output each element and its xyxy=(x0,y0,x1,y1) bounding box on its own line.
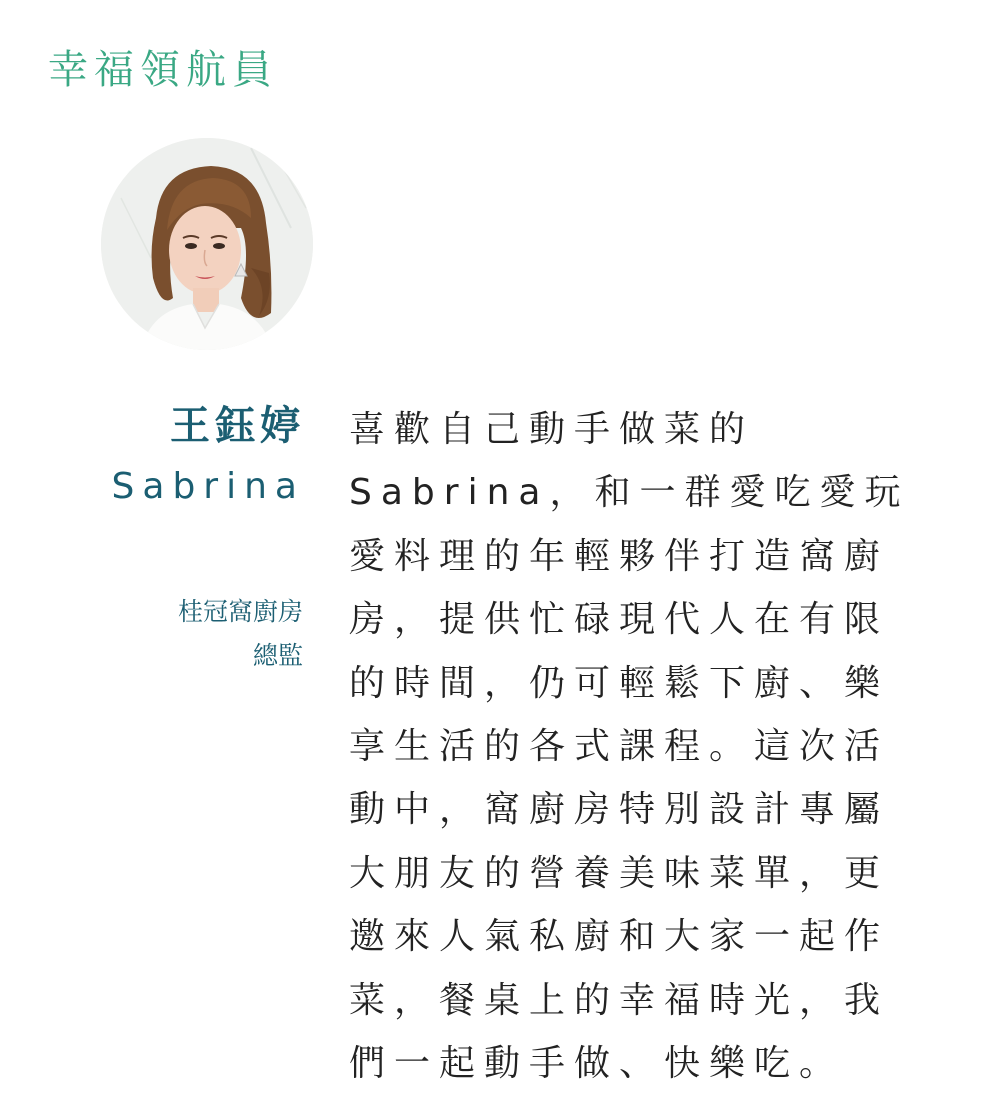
bio-line: Sabrina，和一群愛吃愛玩 xyxy=(349,472,910,514)
bio-line: 享生活的各式課程。這次活 xyxy=(349,725,890,767)
person-role xyxy=(103,590,303,678)
biography-text xyxy=(349,398,953,1095)
role-line: 桂冠窩廚房 xyxy=(177,597,303,626)
portrait-image xyxy=(101,138,313,350)
bio-line: 房，提供忙碌現代人在有限 xyxy=(349,599,890,641)
section-title: 幸福領航員 xyxy=(48,47,278,93)
person-name-chinese: 王鈺婷 xyxy=(170,403,305,449)
person-name-english: Sabrina xyxy=(111,466,305,507)
bio-line: 動中，窩廚房特別設計專屬 xyxy=(349,789,890,831)
bio-line: 邀來人氣私廚和大家一起作 xyxy=(349,916,890,958)
bio-line: 喜歡自己動手做菜的 xyxy=(349,409,755,450)
bio-line: 大朋友的營養美味菜單，更 xyxy=(349,852,890,894)
bio-line: 們一起動手做、快樂吃。 xyxy=(349,1042,845,1084)
bio-line: 菜，餐桌上的幸福時光，我 xyxy=(349,979,890,1021)
portrait-photo xyxy=(101,138,313,350)
bio-line: 愛料理的年輕夥伴打造窩廚 xyxy=(349,535,890,577)
bio-line: 的時間，仍可輕鬆下廚、樂 xyxy=(349,662,890,704)
role-line: 總監 xyxy=(252,641,303,670)
